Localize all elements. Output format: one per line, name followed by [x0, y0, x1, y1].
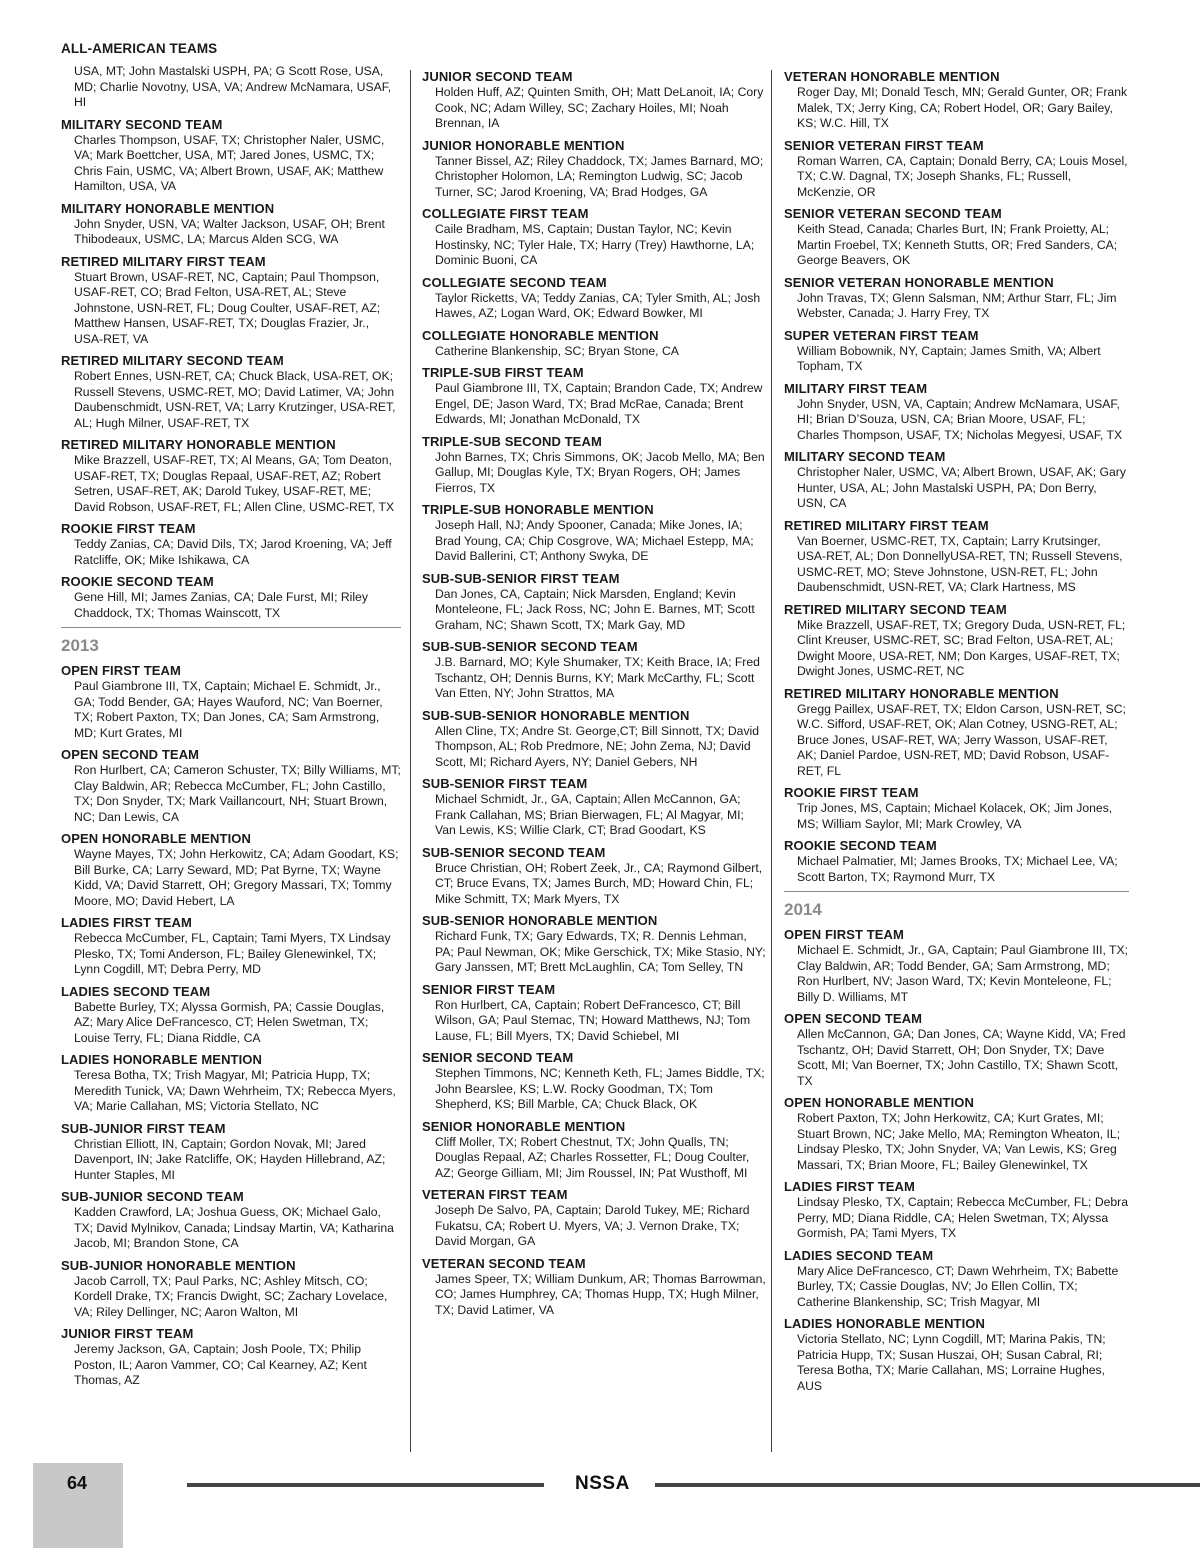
team-section	[61, 520, 401, 568]
team-heading: TRIPLE-SUB SECOND TEAM	[422, 433, 602, 449]
team-section	[422, 775, 767, 839]
team-heading: JUNIOR SECOND TEAM	[422, 69, 573, 84]
team-members: Michael E. Schmidt, Jr., GA, Captain; Paul Giambrone III, TX; Clay Baldwin, AR; Todd Bender, GA; Sam Armstrong, MD; Ron Hurlbert, NV; Jason Ward, TX; Kevin Monteleone, FL; Billy D. Williams, MT	[797, 943, 1129, 1004]
team-members: Robert Paxton, TX; John Herkowitz, CA; Kurt Grates, MI; Stuart Brown, NC; Jake Mello, MA; Remington Wheaton, IL; Lindsay Plesko, TX; John Snyder, VA; Van Lewis, KS; Greg Massari, TX; Brian Moore, FL; Bailey Glenewinkel, TX	[797, 1111, 1121, 1172]
column-divider	[771, 70, 772, 1452]
team-heading: SUB-JUNIOR SECOND TEAM	[61, 1189, 244, 1204]
team-members: Mike Brazzell, USAF-RET, TX; Gregory Duda, USN-RET, FL; Clint Kreuser, USMC-RET, SC; Brad Felton, USA-RET, AL; Dwight Moore, USA-RET, NM; Don Karges, USAF-RET, TX; Dwight Jones, USMC-RET, NC	[797, 617, 1126, 678]
team-heading: SENIOR VETERAN SECOND TEAM	[784, 206, 1002, 221]
team-heading: SUB-SENIOR SECOND TEAM	[422, 844, 606, 860]
team-section	[784, 448, 1129, 512]
team-heading: JUNIOR FIRST TEAM	[61, 1326, 194, 1341]
team-section	[61, 1325, 401, 1389]
year-section	[61, 627, 401, 656]
team-members: Stuart Brown, USAF-RET, NC, Captain; Paul Thompson, USAF-RET, CO; Brad Felton, USA-RET, AL; Steve Johnstone, USN-RET, FL; Doug Coulter, USAF-RET, AZ; Matthew Hansen, USAF-RET, TX; Douglas Frazier, Jr., USA-RET, VA	[74, 269, 381, 346]
team-heading: TRIPLE-SUB HONORABLE MENTION	[422, 502, 654, 517]
team-section	[422, 433, 767, 497]
team-heading: SENIOR HONORABLE MENTION	[422, 1118, 626, 1134]
team-heading: OPEN HONORABLE MENTION	[61, 831, 251, 846]
team-members: James Speer, TX; William Dunkum, AR; Thomas Barrowman, CO; James Humphrey, CA; Thomas Hupp, TX; Hugh Milner, TX; David Latimer, VA	[435, 1271, 766, 1317]
footer-brand: NSSA	[575, 1473, 630, 1494]
team-members: Wayne Mayes, TX; John Herkowitz, CA; Adam Goodart, KS; Bill Burke, CA; Larry Seward, MD; Pat Byrne, TX; Wayne Kidd, VA; David Starrett, OH; Gregory Massari, TX; Tommy Moore, MO; David Hebert, LA	[74, 847, 399, 908]
team-members: Joseph De Salvo, PA, Captain; Darold Tukey, ME; Richard Fukatsu, CA; Robert U. Myers, VA; J. Vernon Drake, TX; David Morgan, GA	[435, 1203, 750, 1248]
year-section	[784, 891, 1129, 920]
team-heading: TRIPLE-SUB FIRST TEAM	[422, 365, 584, 380]
team-heading: SUB-JUNIOR HONORABLE MENTION	[61, 1257, 296, 1273]
team-heading: SUB-JUNIOR FIRST TEAM	[61, 1120, 226, 1136]
team-section	[61, 662, 401, 741]
team-members: Ron Hurlbert, CA; Cameron Schuster, TX; Billy Williams, MT; Clay Baldwin, AR; Rebecca McCumber, FL; John Castillo, TX; Don Snyder, TX; Mark Vaillancourt, NH; Stuart Brown, NC; Dan Lewis, CA	[74, 763, 401, 824]
team-members: Christopher Naler, USMC, VA; Albert Brown, USAF, AK; Gary Hunter, USA, AL; John Mastalski USPH, PA; Don Berry, USN, CA	[797, 465, 1126, 510]
team-members: Mary Alice DeFrancesco, CT; Dawn Wehrheim, TX; Babette Burley, TX; Cassie Douglas, NV; Jo Ellen Collin, TX; Catherine Blankenship, SC; Trish Magyar, MI	[797, 1263, 1119, 1309]
team-heading: VETERAN HONORABLE MENTION	[784, 69, 1000, 84]
team-heading: SUB-SUB-SENIOR SECOND TEAM	[422, 639, 638, 654]
team-members: Holden Huff, AZ; Quinten Smith, OH; Matt DeLanoit, IA; Cory Cook, NC; Adam Willey, SC; Zachary Hoiles, MI; Noah Brennan, IA	[435, 85, 764, 130]
team-heading: MILITARY FIRST TEAM	[784, 380, 928, 396]
team-heading: SUB-SUB-SENIOR HONORABLE MENTION	[422, 707, 690, 723]
team-section	[422, 1255, 767, 1319]
team-heading: SENIOR VETERAN FIRST TEAM	[784, 137, 984, 153]
team-members: Gregg Paillex, USAF-RET, TX; Eldon Carson, USN-RET, SC; W.C. Sifford, USAF-RET, OK; Alan Cotney, USNG-RET, AL; Bruce Jones, USAF-RET, WA; Jerry Wasson, USAF-RET, AK; Daniel Pardoe, USN-RET, MD; David Robson, USAF-RET, FL	[797, 701, 1126, 778]
team-section	[784, 837, 1129, 885]
team-heading: OPEN FIRST TEAM	[784, 927, 904, 942]
page-header: ALL-AMERICAN TEAMS	[61, 41, 218, 56]
team-members: John Snyder, USN, VA; Walter Jackson, USAF, OH; Brent Thibodeaux, USMC, LA; Marcus Alden SCG, WA	[74, 216, 385, 246]
team-heading: LADIES HONORABLE MENTION	[61, 1052, 263, 1067]
team-section	[784, 926, 1129, 1005]
team-section	[61, 200, 401, 248]
team-section	[422, 501, 767, 565]
column-2	[422, 68, 767, 1323]
team-members: Van Boerner, USMC-RET, TX, Captain; Larry Krutsinger, USA-RET, AL; Don DonnellyUSA-RET, TN; Russell Stevens, USMC-RET, MO; Steve Johnstone, USN-RET, FL; John Daubenschmidt, USN-RET, VA; Clark Hartness, MS	[797, 533, 1123, 594]
team-heading: COLLEGIATE HONORABLE MENTION	[422, 327, 659, 343]
column-divider	[410, 70, 411, 1452]
team-heading: RETIRED MILITARY FIRST TEAM	[784, 517, 989, 533]
team-heading: LADIES SECOND TEAM	[61, 983, 211, 999]
team-section	[61, 830, 401, 909]
team-heading: COLLEGIATE FIRST TEAM	[422, 206, 589, 221]
team-section	[61, 1188, 401, 1252]
team-section	[784, 1010, 1129, 1089]
team-members: Allen McCannon, GA; Dan Jones, CA; Wayne Kidd, VA; Fred Tschantz, OH; David Starrett, OH; Don Snyder, TX; Dave Scott, MI; Van Boerner, TX; John Castillo, TX; Shawn Scott, TX	[797, 1027, 1126, 1088]
team-members: Dan Jones, CA, Captain; Nick Marsden, England; Kevin Monteleone, FL; Jack Ross, NC; John E. Barnes, MT; Scott Graham, NC; Shawn Scott, TX; Mark Gay, MD	[435, 586, 755, 632]
team-section	[422, 364, 767, 428]
team-heading: OPEN HONORABLE MENTION	[784, 1095, 974, 1110]
team-members: Catherine Blankenship, SC; Bryan Stone, CA	[435, 343, 679, 358]
team-members: Kadden Crawford, LA; Joshua Guess, OK; Michael Galo, TX; David Mylnikov, Canada; Lindsay Martin, VA; Katharina Jacob, MI; Brandon Stone, CA	[74, 1205, 394, 1250]
team-heading: SUB-SENIOR HONORABLE MENTION	[422, 913, 658, 928]
page-number: 64	[67, 1473, 88, 1493]
team-section	[61, 914, 401, 978]
team-heading: MILITARY SECOND TEAM	[61, 116, 223, 132]
team-members: Joseph Hall, NJ; Andy Spooner, Canada; Mike Jones, IA; Brad Young, CA; Chip Cosgrove, WA; Michael Estepp, MA; David Ballerini, CT; Anthony Swyka, DE	[435, 518, 754, 563]
team-section	[422, 1186, 767, 1250]
team-members: Trip Jones, MS, Captain; Michael Kolacek, OK; Jim Jones, MS; William Saylor, MI; Mark Crowley, VA	[797, 801, 1113, 831]
team-section	[422, 68, 767, 132]
team-section	[422, 638, 767, 702]
team-section	[61, 746, 401, 825]
team-members: Teresa Botha, TX; Trish Magyar, MI; Patricia Hupp, TX; Meredith Tunick, VA; Dawn Wehrheim, TX; Rebecca Myers, VA; Marie Callahan, MS; Victoria Stellato, NC	[74, 1068, 396, 1113]
team-section	[784, 380, 1129, 444]
team-section	[422, 1049, 767, 1113]
team-members: John Travas, TX; Glenn Salsman, NM; Arthur Starr, FL; Jim Webster, Canada; J. Harry Frey, TX	[797, 290, 1117, 320]
team-heading: OPEN FIRST TEAM	[61, 663, 181, 678]
team-members: Allen Cline, TX; Andre St. George,CT; Bill Sinnott, TX; David Thompson, AL; Rob Predmore, NE; John Zema, NJ; David Scott, MI; Richard Ayers, NY; Daniel Gebers, NH	[435, 723, 760, 769]
team-members: USA, MT; John Mastalski USPH, PA; G Scott Rose, USA, MD; Charlie Novotny, USA, VA; Andrew McNamara, USAF, HI	[74, 64, 392, 109]
team-members: Tanner Bissel, AZ; Riley Chaddock, TX; James Barnard, MO; Christopher Holomon, LA; Remington Ludwig, SC; Jacob Turner, SC; Jarod Kroening, VA; Brad Hodges, GA	[435, 153, 764, 199]
team-heading: SUB-SENIOR FIRST TEAM	[422, 776, 588, 791]
team-members: Ron Hurlbert, CA, Captain; Robert DeFrancesco, CT; Bill Wilson, GA; Paul Stemac, TN; Howard Matthews, NJ; Tom Lause, FL; Bill Myers, TX; David Schiebel, MI	[435, 997, 751, 1043]
team-section	[422, 844, 767, 908]
team-heading: SENIOR VETERAN HONORABLE MENTION	[784, 274, 1054, 290]
team-section	[784, 1178, 1129, 1242]
team-section	[784, 137, 1129, 201]
team-members: Taylor Ricketts, VA; Teddy Zanias, CA; Tyler Smith, AL; Josh Hawes, AZ; Logan Ward, OK; Edward Bowker, MI	[435, 290, 761, 320]
footer-rule-right	[655, 1483, 1200, 1487]
team-section	[61, 64, 401, 111]
team-heading: OPEN SECOND TEAM	[784, 1011, 923, 1026]
team-members: Charles Thompson, USAF, TX; Christopher Naler, USMC, VA; Mark Boettcher, USA, MT; Jared Jones, USMC, TX; Chris Fain, USMC, VA; Albert Brown, USAF, AK; Matthew Hamilton, USA, VA	[74, 132, 385, 193]
team-members: Robert Ennes, USN-RET, CA; Chuck Black, USA-RET, OK; Russell Stevens, USMC-RET, MO; David Latimer, VA; John Daubenschmidt, USN-RET, VA; Larry Krutzinger, USA-RET, AL; Hugh Milner, USAF-RET, TX	[74, 369, 396, 430]
team-section	[784, 68, 1129, 132]
team-members: Paul Giambrone III, TX, Captain; Brandon Cade, TX; Andrew Engel, DE; Jason Ward, TX; Brad McRae, Canada; Brent Edwards, MI; Jonathan McDonald, TX	[435, 381, 763, 426]
team-section	[422, 981, 767, 1045]
column-3	[784, 68, 1129, 1399]
year-divider	[784, 891, 1129, 892]
team-section	[784, 205, 1129, 269]
team-members: Rebecca McCumber, FL, Captain; Tami Myers, TX Lindsay Plesko, TX; Tomi Anderson, FL; Bailey Glenewinkel, TX; Lynn Cogdill, MT; Debra Perry, MD	[74, 931, 391, 976]
team-section	[422, 707, 767, 771]
team-section	[422, 1118, 767, 1182]
team-members: Gene Hill, MI; James Zanias, CA; Dale Furst, MI; Riley Chaddock, TX; Thomas Wainscott, TX	[74, 590, 368, 620]
team-section	[784, 327, 1129, 375]
team-section	[784, 1094, 1129, 1173]
team-heading: VETERAN SECOND TEAM	[422, 1255, 586, 1271]
team-heading: MILITARY HONORABLE MENTION	[61, 200, 275, 216]
team-heading: ROOKIE FIRST TEAM	[784, 785, 919, 800]
team-members: Keith Stead, Canada; Charles Burt, IN; Frank Proietty, AL; Martin Froebel, TX; Kenneth Stutts, OR; Fred Sanders, CA; George Beavers, OK	[797, 222, 1118, 267]
team-heading: VETERAN FIRST TEAM	[422, 1187, 568, 1202]
team-members: Christian Elliott, IN, Captain; Gordon Novak, MI; Jared Davenport, IN; Jake Ratcliffe, OK; Hayden Hillebrand, AZ; Hunter Staples, MI	[74, 1136, 386, 1182]
team-section	[784, 685, 1129, 780]
team-members: Jacob Carroll, TX; Paul Parks, NC; Ashley Mitsch, CO; Kordell Drake, TX; Francis Dwight, SC; Zachary Lovelace, VA; Riley Dellinger, NC; Aaron Walton, MI	[74, 1273, 388, 1319]
team-section	[784, 1247, 1129, 1311]
team-heading: RETIRED MILITARY FIRST TEAM	[61, 253, 266, 269]
team-members: Mike Brazzell, USAF-RET, TX; Al Means, GA; Tom Deaton, USAF-RET, TX; Douglas Repaal, USAF-RET, AZ; Robert Setren, USAF-RET, AK; Darold Tukey, USAF-RET, ME; David Robson, USAF-RET, FL; Allen Cline, USMC-RET, TX	[74, 453, 395, 514]
team-heading: LADIES FIRST TEAM	[784, 1179, 915, 1194]
team-members: John Snyder, USN, VA, Captain; Andrew McNamara, USAF, HI; Brian D’Souza, USN, CA; Brian Moore, USAF, FL; Charles Thompson, USAF, TX; Nicholas Megyesi, USAF, TX	[797, 396, 1123, 442]
team-members: Bruce Christian, OH; Robert Zeek, Jr., CA; Raymond Gilbert, CT; Bruce Evans, TX; James Burch, MD; Howard Chin, FL; Mike Schmitt, TX; Mark Myers, TX	[435, 860, 763, 906]
team-heading: RETIRED MILITARY SECOND TEAM	[784, 601, 1007, 617]
team-members: Michael Palmatier, MI; James Brooks, TX; Michael Lee, VA; Scott Barton, TX; Raymond Murr, TX	[797, 854, 1118, 884]
team-section	[784, 274, 1129, 322]
team-heading: RETIRED MILITARY SECOND TEAM	[61, 353, 284, 368]
footer-rule-left	[187, 1483, 544, 1487]
team-members: William Bobownik, NY, Captain; James Smith, VA; Albert Topham, TX	[797, 343, 1101, 373]
team-members: Richard Funk, TX; Gary Edwards, TX; R. Dennis Lehman, PA; Paul Newman, OK; Mike Gerschick, TX; Mike Stasio, NY; Gary Janssen, MT; Brett McLaughlin, CA; Tom Selley, TN	[435, 929, 766, 974]
team-heading: ROOKIE SECOND TEAM	[61, 574, 214, 589]
team-section	[784, 601, 1129, 680]
team-section	[61, 352, 401, 431]
team-members: Roger Day, MI; Donald Tesch, MN; Gerald Gunter, OR; Frank Malek, TX; Jerry King, CA; Robert Hodel, OR; Gary Bailey, KS; W.C. Hill, TX	[797, 85, 1128, 130]
team-members: Michael Schmidt, Jr., GA, Captain; Allen McCannon, GA; Frank Callahan, MS; Brian Bierwagen, FL; Al Magyar, MI; Van Lewis, KS; Willie Clark, CT; Brad Goodart, KS	[435, 792, 744, 837]
team-section	[61, 436, 401, 515]
team-section	[61, 1120, 401, 1184]
team-heading: LADIES SECOND TEAM	[784, 1247, 934, 1263]
team-section	[61, 1257, 401, 1321]
team-heading: ROOKIE FIRST TEAM	[61, 521, 196, 536]
team-members: Stephen Timmons, NC; Kenneth Keth, FL; James Biddle, TX; John Bearslee, KS; L.W. Rocky Goodman, TX; Tom Shepherd, KS; Bill Marble, CA; Chuck Black, OK	[435, 1066, 765, 1111]
column-1	[61, 64, 401, 1394]
team-heading: SENIOR SECOND TEAM	[422, 1050, 574, 1065]
team-section	[422, 274, 767, 322]
team-heading: MILITARY SECOND TEAM	[784, 449, 946, 464]
year-heading: 2013	[61, 636, 99, 655]
team-heading: LADIES FIRST TEAM	[61, 915, 192, 930]
team-section	[784, 784, 1129, 832]
team-members: Roman Warren, CA, Captain; Donald Berry, CA; Louis Mosel, TX; C.W. Dagnal, TX; Joseph Shanks, FL; Russell, McKenzie, OR	[797, 153, 1128, 199]
team-heading: SENIOR FIRST TEAM	[422, 981, 556, 997]
team-heading: RETIRED MILITARY HONORABLE MENTION	[61, 437, 336, 452]
team-members: John Barnes, TX; Chris Simmons, OK; Jacob Mello, MA; Ben Gallup, MI; Douglas Kyle, TX; Bryan Rogers, OH; James Fierros, TX	[435, 449, 765, 495]
team-section	[61, 253, 401, 348]
team-section	[61, 573, 401, 621]
team-section	[422, 570, 767, 634]
team-members: Babette Burley, TX; Alyssa Gormish, PA; Cassie Douglas, AZ; Mary Alice DeFrancesco, CT; Helen Swetman, TX; Louise Terry, FL; Diana Riddle, CA	[74, 999, 385, 1045]
team-section	[422, 327, 767, 360]
team-section	[784, 1315, 1129, 1394]
team-section	[422, 205, 767, 269]
team-heading: COLLEGIATE SECOND TEAM	[422, 274, 607, 290]
team-members: Teddy Zanias, CA; David Dils, TX; Jarod Kroening, VA; Jeff Ratcliffe, OK; Mike Ishikawa, CA	[74, 537, 392, 567]
team-members: Jeremy Jackson, GA, Captain; Josh Poole, TX; Philip Poston, IL; Aaron Vammer, CO; Cal Kearney, AZ; Kent Thomas, AZ	[74, 1342, 367, 1387]
year-divider	[61, 627, 401, 628]
team-heading: JUNIOR HONORABLE MENTION	[422, 137, 625, 153]
team-members: Caile Bradham, MS, Captain; Dustan Taylor, NC; Kevin Hostinsky, NC; Tyler Hale, TX; Harry (Trey) Hawthorne, LA; Dominic Buoni, CA	[435, 222, 755, 267]
team-section	[61, 116, 401, 195]
year-heading: 2014	[784, 900, 822, 919]
team-section	[61, 1051, 401, 1115]
team-heading: ROOKIE SECOND TEAM	[784, 838, 937, 853]
team-members: Victoria Stellato, NC; Lynn Cogdill, MT; Marina Pakis, TN; Patricia Hupp, TX; Susan Huszai, OH; Susan Cabral, RI; Teresa Botha, TX; Marie Callahan, MS; Lorraine Hughes, AUS	[797, 1332, 1106, 1393]
team-heading: RETIRED MILITARY HONORABLE MENTION	[784, 685, 1059, 701]
team-heading: LADIES HONORABLE MENTION	[784, 1316, 986, 1331]
team-section	[784, 517, 1129, 596]
team-section	[422, 912, 767, 976]
team-heading: OPEN SECOND TEAM	[61, 747, 200, 762]
team-members: Paul Giambrone III, TX, Captain; Michael E. Schmidt, Jr., GA; Todd Bender, GA; Hayes Wauford, NC; Van Boerner, TX; Robert Paxton, TX; Dan Jones, CA; Sam Armstrong, MD; Kurt Grates, MI	[74, 679, 383, 740]
team-members: J.B. Barnard, MO; Kyle Shumaker, TX; Keith Brace, IA; Fred Tschantz, OH; Dennis Burns, KY; Mark McCarthy, FL; Scott Van Etten, NY; John Strattos, MA	[435, 655, 760, 700]
team-members: Lindsay Plesko, TX, Captain; Rebecca McCumber, FL; Debra Perry, MD; Diana Riddle, CA; Helen Swetman, TX; Alyssa Gormish, PA; Tami Myers, TX	[797, 1195, 1129, 1240]
team-heading: SUPER VETERAN FIRST TEAM	[784, 327, 979, 343]
team-section	[61, 983, 401, 1047]
team-heading: SUB-SUB-SENIOR FIRST TEAM	[422, 570, 620, 586]
team-members: Cliff Moller, TX; Robert Chestnut, TX; John Qualls, TN; Douglas Repaal, AZ; Charles Rossetter, FL; Doug Coulter, AZ; George Gilliam, MI; Jim Roussel, IN; Pat Wusthoff, MI	[435, 1134, 750, 1180]
team-section	[422, 137, 767, 201]
